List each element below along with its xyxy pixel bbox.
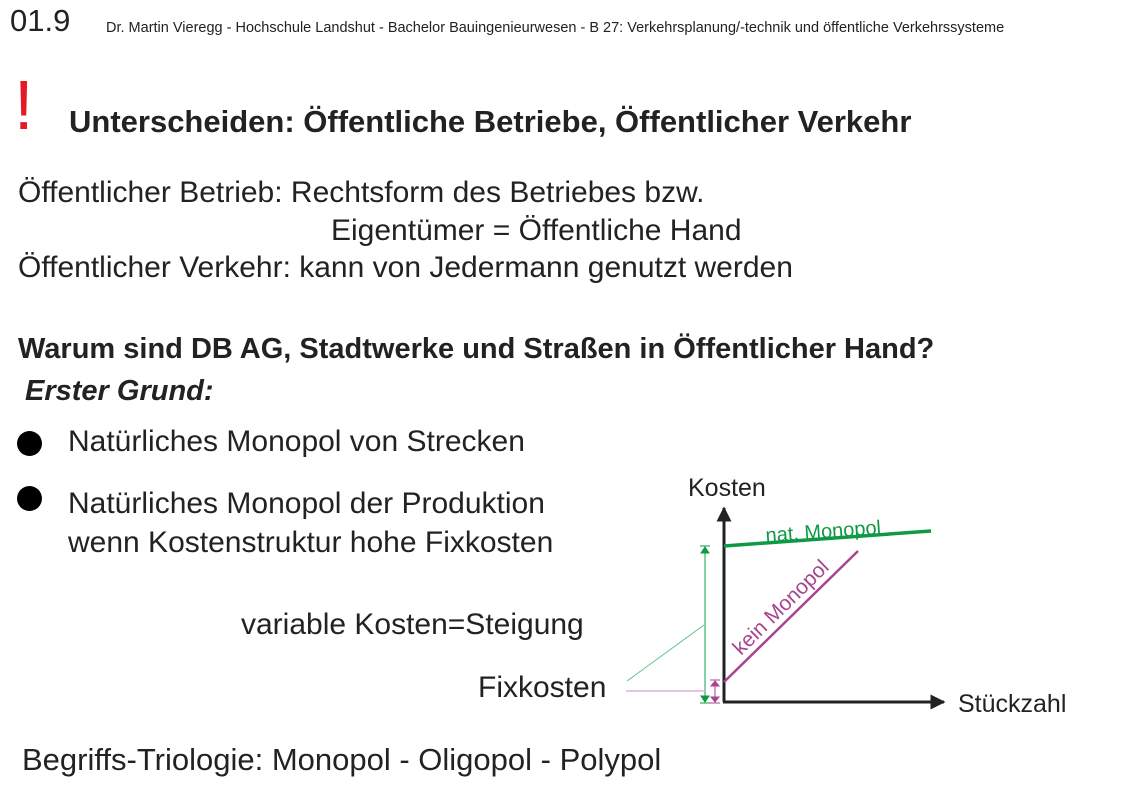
bullet-text-2-line-2: wenn Kostenstruktur hohe Fixkosten [68,526,554,559]
natural-monopoly-label: nat. Monopol [764,516,882,547]
bullet-text-1: Natürliches Monopol von Strecken [68,425,525,458]
variable-costs-label: variable Kosten=Steigung [241,608,584,641]
course-header: Dr. Martin Vieregg - Hochschule Landshut - Bachelor Bauingenieurwesen - B 27: Verkehrsplanung/-technik und öffentliche Verkehrssysteme [106,20,1005,36]
y-axis-label: Kosten [688,474,766,502]
x-axis-label: Stückzahl [958,690,1067,718]
question-heading: Warum sind DB AG, Stadtwerke und Straßen in Öffentlicher Hand? [18,333,935,365]
footer-terms: Begriffs-Triologie: Monopol - Oligopol - Polypol [22,742,662,777]
variable-costs-leader [627,625,704,681]
bullet-text-2-line-1: Natürliches Monopol der Produktion [68,487,545,520]
reason-heading: Erster Grund: [25,375,214,407]
slide-number: 01.9 [10,3,71,38]
no-monopoly-label: kein Monopol [728,555,834,660]
definition-public-company: Öffentlicher Betrieb: Rechtsform des Betriebes bzw. [18,176,705,209]
exclamation-icon: ! [14,66,34,144]
definition-public-transport: Öffentlicher Verkehr: kann von Jedermann genutzt werden [18,251,793,284]
fixed-costs-label: Fixkosten [478,671,607,704]
no-monopoly-line [724,551,858,682]
definition-public-company-cont: Eigentümer = Öffentliche Hand [331,214,742,247]
slide-title: Unterscheiden: Öffentliche Betriebe, Öffentlicher Verkehr [69,104,912,139]
